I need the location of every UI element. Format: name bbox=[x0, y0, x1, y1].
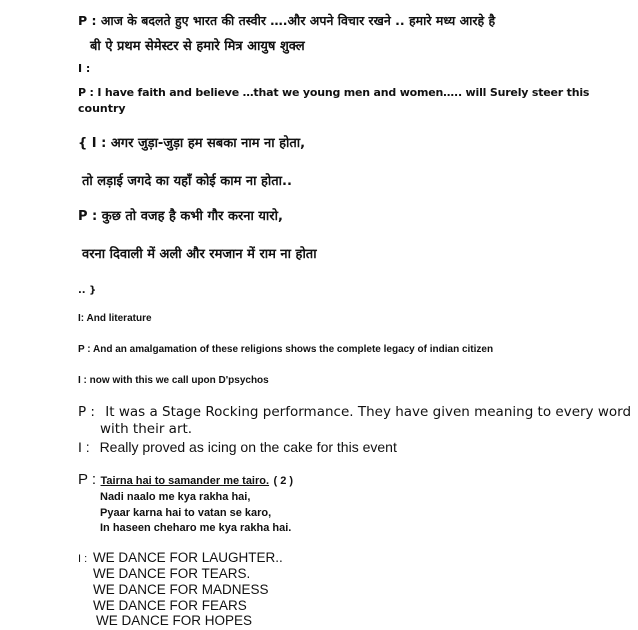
line-amalgamation: P : And an amalgamation of these religions shows the complete legacy of indian citizen bbox=[78, 344, 494, 355]
line-tairna bbox=[78, 471, 293, 489]
line-pyaar: Pyaar karna hai to vatan se karo, bbox=[100, 507, 272, 519]
line-dance-laughter-text: WE DANCE FOR LAUGHTER.. bbox=[92, 550, 283, 565]
line-icing bbox=[78, 439, 397, 455]
line-dance-fears: WE DANCE FOR FEARS bbox=[93, 598, 247, 613]
line-poem-end: .. } bbox=[78, 285, 97, 296]
line-dpsychos: I : now with this we call upon D'psychos bbox=[78, 375, 269, 386]
speaker-label-i2: I : bbox=[78, 553, 88, 565]
line-haseen: In haseen cheharo me kya rakha hai. bbox=[100, 522, 292, 534]
line-performance-text: It was a Stage Rocking performance. They have given meaning to every word bbox=[105, 404, 632, 420]
speaker-label-p2: P : bbox=[78, 471, 97, 488]
line-performance bbox=[78, 404, 631, 420]
line-performance-2: with their art. bbox=[100, 421, 193, 437]
line-dance-madness: WE DANCE FOR MADNESS bbox=[93, 582, 269, 597]
line-dance-hopes: WE DANCE FOR HOPES bbox=[96, 613, 253, 628]
line-poem-2: तो लड़ाई जगदे का यहाँ कोई काम ना होता.. bbox=[82, 174, 292, 189]
line-dance-laughter bbox=[78, 550, 283, 565]
line-poem-1: { I : अगर जुड़ा-जुड़ा हम सबका नाम ना होता, bbox=[78, 136, 306, 151]
line-tairna-text: Tairna hai to samander me tairo. bbox=[100, 475, 270, 487]
line-nadi: Nadi naalo me kya rakha hai, bbox=[100, 491, 251, 503]
line-faith-2: country bbox=[78, 102, 126, 115]
line-intro-hindi: P : आज के बदलते हुए भारत की तस्वीर ….और अपने विचार रखने .. हमारे मध्य आरहे है bbox=[78, 13, 496, 28]
line-icing-text: Really proved as icing on the cake for this event bbox=[99, 439, 397, 455]
line-poem-4: वरना दिवाली में अली और रमजान में राम ना होता bbox=[82, 247, 317, 262]
line-i-marker: I : bbox=[78, 62, 91, 75]
line-tairna-repeat: ( 2 ) bbox=[273, 475, 294, 487]
line-poem-3: P : कुछ तो वजह है कभी गौर करना यारो, bbox=[78, 209, 283, 224]
line-literature: I: And literature bbox=[78, 313, 152, 324]
line-intro-hindi-2: बी ऐ प्रथम सेमेस्टर से हमारे मित्र आयुष शुक्ल bbox=[90, 39, 305, 54]
speaker-label-i: I : bbox=[78, 439, 90, 455]
speaker-label-p: P : bbox=[78, 404, 95, 420]
line-faith: P : I have faith and believe …that we young men and women….. will Surely steer this bbox=[78, 86, 590, 99]
line-dance-tears: WE DANCE FOR TEARS. bbox=[93, 566, 251, 581]
